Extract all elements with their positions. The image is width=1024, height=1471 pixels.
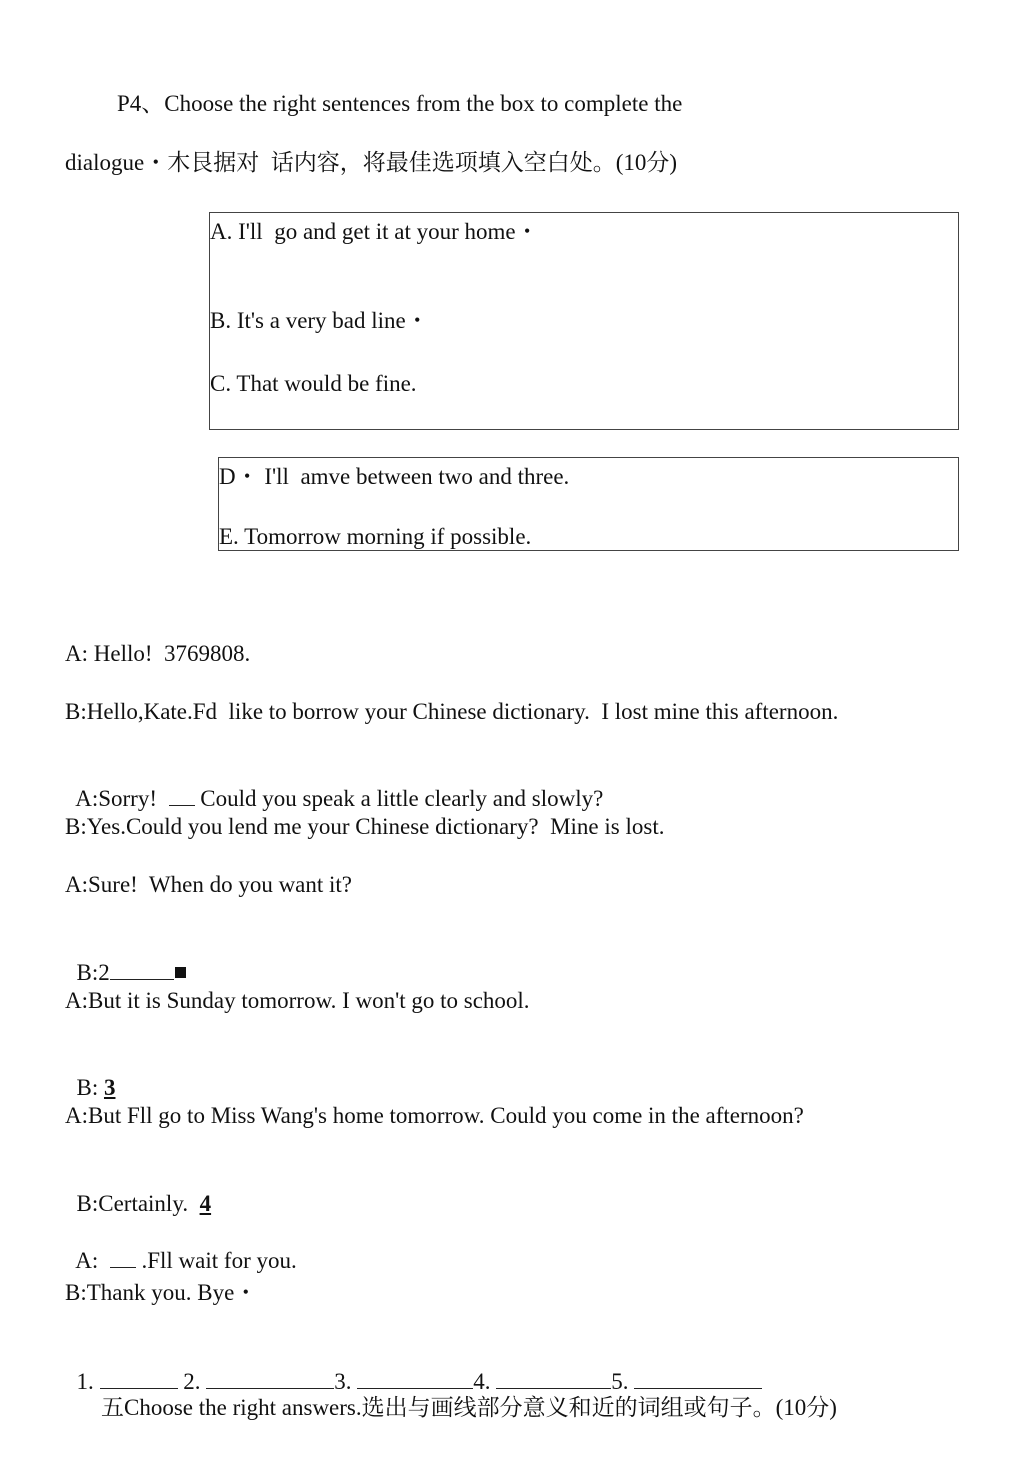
blank-5[interactable] <box>110 1247 136 1268</box>
square-mark-icon <box>175 967 186 978</box>
answer-blank-2[interactable] <box>206 1368 334 1389</box>
section-5-title: 五Choose the right answers.选出与画线部分意义和近的词组或句子。(10分) <box>101 1395 837 1420</box>
dialogue-line-4: B:Yes.Could you lend me your Chinese dictionary? Mine is lost. <box>65 814 665 839</box>
answer-blank-4[interactable] <box>496 1368 611 1389</box>
dialogue-line-11-end: .Fll wait for you. <box>135 1248 297 1273</box>
section-title-line1: P4、Choose the right sentences from the box to complete the <box>117 91 683 116</box>
dialogue-line-10-start: B:Certainly. <box>76 1191 200 1216</box>
section-title-line2: dialogue・木艮据对 话内容，将最佳选项填入空白处。(10分) <box>65 150 678 175</box>
dialogue-line-11-start: A: <box>75 1248 110 1273</box>
options-box-1 <box>209 212 959 430</box>
answer-line <box>65 1337 762 1397</box>
blank-1[interactable] <box>169 785 195 806</box>
dialogue-line-3-end: Could you speak a little clearly and slowly? <box>194 786 604 811</box>
answer-blank-1[interactable] <box>100 1368 178 1389</box>
dialogue-line-3 <box>65 754 603 814</box>
dialogue-line-6-start: B:2 <box>76 960 110 985</box>
answer-label-4: 4. <box>473 1369 491 1394</box>
answer-blank-5[interactable] <box>634 1368 762 1389</box>
dialogue-line-6 <box>65 928 186 988</box>
answer-label-3: 3. <box>334 1369 352 1394</box>
dialogue-line-11 <box>65 1216 297 1276</box>
blank-3-number[interactable]: 3 <box>103 1075 116 1100</box>
dialogue-line-5: A:Sure! When do you want it? <box>65 872 353 897</box>
blank-4-number[interactable]: 4 <box>199 1191 212 1216</box>
blank-2[interactable] <box>110 959 174 980</box>
option-a: A. I'll go and get it at your home・ <box>210 219 539 244</box>
dialogue-line-2: B:Hello,Kate.Fd like to borrow your Chinese dictionary. I lost mine this afternoon. <box>65 699 839 724</box>
dialogue-line-7: A:But it is Sunday tomorrow. I won't go to school. <box>65 988 530 1013</box>
option-c: C. That would be fine. <box>210 371 417 396</box>
answer-label-2: 2. <box>183 1369 201 1394</box>
dialogue-line-8 <box>65 1043 115 1103</box>
options-box-2 <box>218 457 959 551</box>
option-e: E. Tomorrow morning if possible. <box>219 524 532 549</box>
dialogue-line-12: B:Thank you. Bye・ <box>65 1280 258 1305</box>
dialogue-line-9: A:But Fll go to Miss Wang's home tomorrow. Could you come in the afternoon? <box>65 1103 804 1128</box>
dialogue-line-10 <box>65 1159 211 1219</box>
answer-blank-3[interactable] <box>357 1368 473 1389</box>
answer-label-5: 5. <box>611 1369 629 1394</box>
option-b: B. It's a very bad line・ <box>210 308 429 333</box>
dialogue-line-1: A: Hello! 3769808. <box>65 641 251 666</box>
option-d: D・ I'll amve between two and three. <box>219 464 570 489</box>
dialogue-line-3-start: A:Sorry! <box>75 786 169 811</box>
dialogue-line-8-start: B: <box>76 1075 104 1100</box>
answer-label-1: 1. <box>76 1369 94 1394</box>
